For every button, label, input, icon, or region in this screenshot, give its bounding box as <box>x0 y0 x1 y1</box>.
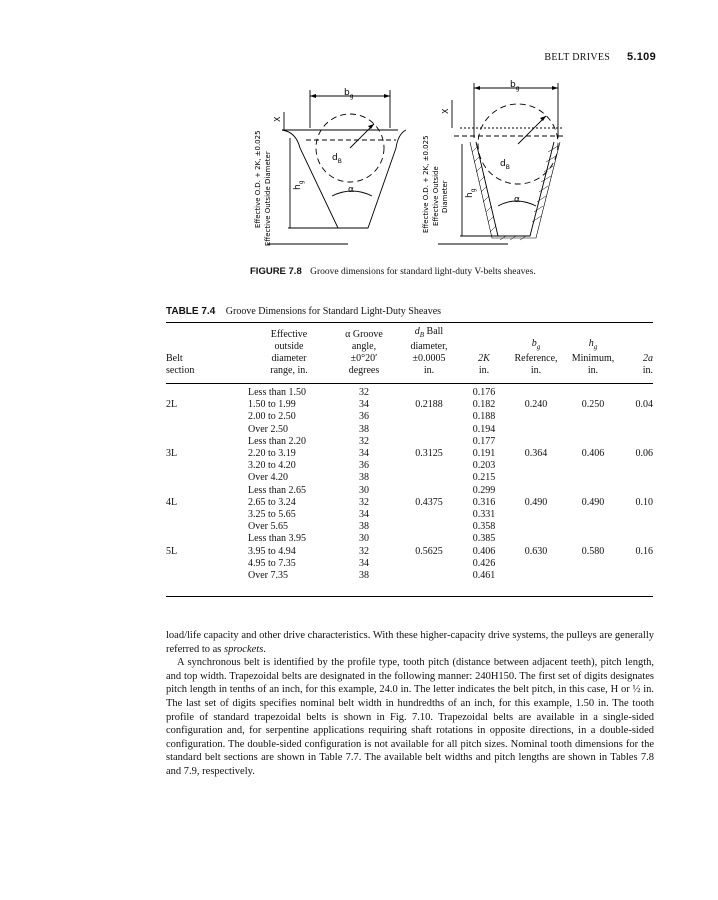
groove-dimensions-table <box>166 326 653 582</box>
cell-bg <box>508 570 564 582</box>
cell-2k: 0.203 <box>472 460 496 472</box>
cell-groove-angle: 34 <box>359 557 369 569</box>
cell-belt-section <box>166 485 248 497</box>
table-row <box>166 411 653 423</box>
cell-groove-angle: 30 <box>359 533 369 545</box>
cell-2a: 0.16 <box>635 545 653 557</box>
cell-diameter-range: 3.95 to 4.94 <box>248 545 296 557</box>
running-header <box>0 51 656 63</box>
cell-2k: 0.182 <box>472 399 496 411</box>
table-row <box>166 424 653 436</box>
left-bg-label: $b_g$ <box>344 88 354 100</box>
figure-caption <box>250 266 536 277</box>
cell-bg <box>508 424 564 436</box>
table-bottom-rule <box>166 596 653 597</box>
cell-ball-diameter <box>398 436 460 448</box>
cell-2a <box>622 460 653 472</box>
body-text <box>166 629 654 779</box>
cell-2a <box>622 570 653 582</box>
header-groove-angle: α Groove angle, ±0°20′ degrees <box>345 329 383 376</box>
cell-diameter-range: Less than 1.50 <box>248 387 307 399</box>
right-vertical-label-1: Effective O.D. + 2K, ±0.025 <box>422 135 430 233</box>
cell-hg <box>564 485 622 497</box>
left-alpha-label: α <box>348 185 354 195</box>
left-vertical-label-1: Effective O.D. + 2K, ±0.025 <box>254 130 262 228</box>
table-row <box>166 570 653 582</box>
header-2k: 2K in. <box>478 353 490 376</box>
cell-diameter-range: 2.20 to 3.19 <box>248 448 296 460</box>
cell-groove-angle: 38 <box>359 569 369 581</box>
cell-2k: 0.194 <box>472 423 496 435</box>
cell-2a <box>622 436 653 448</box>
table-row <box>166 436 653 448</box>
cell-hg <box>564 558 622 570</box>
cell-hg <box>564 411 622 423</box>
cell-diameter-range: Over 7.35 <box>248 569 288 581</box>
table-row <box>166 460 653 472</box>
cell-2a: 0.06 <box>635 448 653 460</box>
cell-belt-section <box>166 472 248 484</box>
cell-ball-diameter <box>398 521 460 533</box>
cell-2a <box>622 424 653 436</box>
table-row <box>166 448 653 460</box>
cell-ball-diameter <box>398 570 460 582</box>
table-body <box>166 381 653 582</box>
cell-ball-diameter: 0.3125 <box>415 448 443 460</box>
cell-ball-diameter <box>398 558 460 570</box>
cell-ball-diameter <box>398 509 460 521</box>
cell-2a <box>622 533 653 545</box>
paragraph-1: load/life capacity and other drive characteristics. With these higher-capacity drive systems, the pulleys are generally referred to as sprockets. <box>166 630 654 655</box>
cell-2k: 0.316 <box>472 496 496 508</box>
table-label: TABLE 7.4 <box>166 306 216 317</box>
table-row <box>166 381 653 399</box>
header-diameter-range: Effective outside diameter range, in. <box>270 329 308 376</box>
cell-groove-angle: 38 <box>359 472 369 484</box>
cell-hg: 0.490 <box>581 496 605 508</box>
cell-2a <box>622 558 653 570</box>
cell-2k: 0.191 <box>472 448 496 460</box>
cell-2k: 0.331 <box>472 508 496 520</box>
cell-diameter-range: 3.20 to 4.20 <box>248 460 296 472</box>
cell-hg: 0.580 <box>581 545 605 557</box>
header-bg-reference: $b_g$ Reference, in. <box>514 338 558 376</box>
table-title-text: Groove Dimensions for Standard Light-Duty Sheaves <box>225 306 442 317</box>
cell-2k: 0.385 <box>472 533 496 545</box>
cell-groove-angle: 32 <box>359 387 369 399</box>
cell-hg <box>564 521 622 533</box>
cell-belt-section: 2L <box>166 399 178 411</box>
cell-belt-section <box>166 424 248 436</box>
table-row <box>166 521 653 533</box>
cell-2k: 0.188 <box>472 411 496 423</box>
cell-hg <box>564 381 622 399</box>
cell-ball-diameter <box>398 485 460 497</box>
header-belt-section: Belt section <box>166 353 195 376</box>
table-row <box>166 545 653 557</box>
table-row <box>166 485 653 497</box>
cell-bg <box>508 411 564 423</box>
cell-2a <box>622 411 653 423</box>
cell-diameter-range: Less than 2.65 <box>248 484 307 496</box>
cell-diameter-range: Over 4.20 <box>248 472 288 484</box>
right-vertical-label-3: Diameter <box>441 180 449 213</box>
cell-2k: 0.406 <box>472 545 496 557</box>
cell-2a <box>622 485 653 497</box>
right-hg-label: $h_g$ <box>465 188 477 198</box>
right-groove-diagram <box>422 80 564 244</box>
right-bg-label: $b_g$ <box>510 80 520 92</box>
cell-groove-angle: 32 <box>359 545 369 557</box>
header-2a: 2a in. <box>642 353 653 376</box>
left-x-label: X <box>273 116 282 122</box>
cell-2a <box>622 521 653 533</box>
table-top-rule <box>166 322 653 323</box>
left-db-label: $d_B$ <box>332 153 342 165</box>
left-hg-label: $h_g$ <box>293 180 305 190</box>
cell-2k: 0.426 <box>472 557 496 569</box>
cell-2a: 0.04 <box>635 399 653 411</box>
table-row <box>166 472 653 484</box>
cell-groove-angle: 38 <box>359 521 369 533</box>
cell-diameter-range: 3.25 to 5.65 <box>248 508 296 520</box>
right-vertical-label-2: Effective Outside <box>432 166 440 226</box>
cell-diameter-range: 2.65 to 3.24 <box>248 496 296 508</box>
cell-groove-angle: 34 <box>359 508 369 520</box>
left-vertical-label-2: Effective Outside Diameter <box>264 151 272 246</box>
cell-bg <box>508 381 564 399</box>
cell-2k: 0.215 <box>472 472 496 484</box>
cell-hg: 0.406 <box>581 448 605 460</box>
cell-hg <box>564 509 622 521</box>
cell-2k: 0.461 <box>472 569 496 581</box>
page-number: 5.109 <box>626 51 656 63</box>
cell-bg <box>508 436 564 448</box>
cell-bg <box>508 521 564 533</box>
cell-belt-section <box>166 521 248 533</box>
right-x-label: X <box>441 108 450 114</box>
cell-groove-angle: 38 <box>359 423 369 435</box>
cell-bg <box>508 558 564 570</box>
cell-2a: 0.10 <box>635 496 653 508</box>
figure-groove-diagram <box>248 68 588 263</box>
cell-bg: 0.490 <box>524 496 548 508</box>
cell-groove-angle: 30 <box>359 484 369 496</box>
cell-2k: 0.176 <box>472 387 496 399</box>
cell-diameter-range: 1.50 to 1.99 <box>248 399 296 411</box>
cell-belt-section <box>166 381 248 399</box>
cell-diameter-range: 4.95 to 7.35 <box>248 557 296 569</box>
cell-belt-section: 4L <box>166 496 178 508</box>
right-db-label: $d_B$ <box>500 159 510 171</box>
cell-hg <box>564 436 622 448</box>
cell-2a <box>622 381 653 399</box>
table-row <box>166 509 653 521</box>
cell-belt-section <box>166 509 248 521</box>
cell-groove-angle: 32 <box>359 496 369 508</box>
table-row <box>166 399 653 411</box>
cell-ball-diameter <box>398 460 460 472</box>
cell-bg <box>508 460 564 472</box>
figure-caption-text: Groove dimensions for standard light-duty V-belts sheaves. <box>310 267 536 277</box>
cell-groove-angle: 34 <box>359 448 369 460</box>
cell-ball-diameter <box>398 472 460 484</box>
table-title <box>166 306 441 317</box>
paragraph-2: A synchronous belt is identified by the profile type, tooth pitch (distance between adjacent teeth), pitch length, and top width. Trapezoidal belts are designated in the following manner: 240H150. The first set of digits designates pitch length in tenths of an inch, for this example, 24.0 in. The letter indicates the belt pitch, in this case, H or ½ in. The last set of digits specifies nominal belt width in hundredths of an inch, for this example, 1.50 in. The tooth profile of standard trapezoidal belts is shown in Fig. 7.10. Trapezoidal belts are available in a single-sided configuration and, for serpentine applications requiring shaft rotations in opposite directions, in a double-sided configuration. The double-sided configuration is not available for all pitch sizes. Nominal tooth dimensions for the standard belt sections are shown in Table 7.7. The available belt widths and pitch lengths are shown in Tables 7.8 and 7.9, respectively. <box>166 657 654 777</box>
cell-hg <box>564 424 622 436</box>
header-hg-minimum: $h_g$ Minimum, in. <box>571 338 615 376</box>
table-row <box>166 497 653 509</box>
cell-ball-diameter: 0.5625 <box>415 545 443 557</box>
header-section-title: BELT DRIVES <box>544 52 611 63</box>
cell-bg: 0.630 <box>524 545 548 557</box>
cell-diameter-range: Less than 3.95 <box>248 533 307 545</box>
table-header-row <box>166 326 653 381</box>
cell-hg <box>564 533 622 545</box>
cell-ball-diameter: 0.2188 <box>415 399 443 411</box>
cell-bg <box>508 509 564 521</box>
left-groove-diagram <box>254 88 406 246</box>
cell-2a <box>622 509 653 521</box>
cell-bg <box>508 485 564 497</box>
cell-diameter-range: Less than 2.20 <box>248 435 307 447</box>
right-alpha-label: α <box>514 195 520 205</box>
figure-label: FIGURE 7.8 <box>250 266 302 277</box>
cell-hg <box>564 460 622 472</box>
cell-groove-angle: 34 <box>359 399 369 411</box>
cell-diameter-range: Over 5.65 <box>248 521 288 533</box>
cell-hg: 0.250 <box>581 399 605 411</box>
cell-bg: 0.240 <box>524 399 548 411</box>
cell-diameter-range: Over 2.50 <box>248 423 288 435</box>
cell-belt-section: 5L <box>166 545 178 557</box>
cell-groove-angle: 32 <box>359 435 369 447</box>
cell-belt-section <box>166 570 248 582</box>
cell-belt-section <box>166 411 248 423</box>
cell-2k: 0.177 <box>472 435 496 447</box>
cell-2a <box>622 472 653 484</box>
cell-hg <box>564 570 622 582</box>
cell-hg <box>564 472 622 484</box>
cell-ball-diameter <box>398 533 460 545</box>
table-row <box>166 533 653 545</box>
cell-belt-section <box>166 558 248 570</box>
cell-diameter-range: 2.00 to 2.50 <box>248 411 296 423</box>
cell-ball-diameter: 0.4375 <box>415 496 443 508</box>
cell-2k: 0.358 <box>472 521 496 533</box>
cell-belt-section <box>166 460 248 472</box>
cell-ball-diameter <box>398 381 460 399</box>
cell-groove-angle: 36 <box>359 411 369 423</box>
cell-belt-section <box>166 533 248 545</box>
cell-bg <box>508 533 564 545</box>
cell-bg: 0.364 <box>524 448 548 460</box>
table-row <box>166 558 653 570</box>
cell-bg <box>508 472 564 484</box>
cell-2k: 0.299 <box>472 484 496 496</box>
cell-groove-angle: 36 <box>359 460 369 472</box>
cell-belt-section: 3L <box>166 448 178 460</box>
header-ball-diameter: $d_B$ Ball diameter, ±0.0005 in. <box>410 326 448 376</box>
cell-ball-diameter <box>398 411 460 423</box>
cell-belt-section <box>166 436 248 448</box>
cell-ball-diameter <box>398 424 460 436</box>
